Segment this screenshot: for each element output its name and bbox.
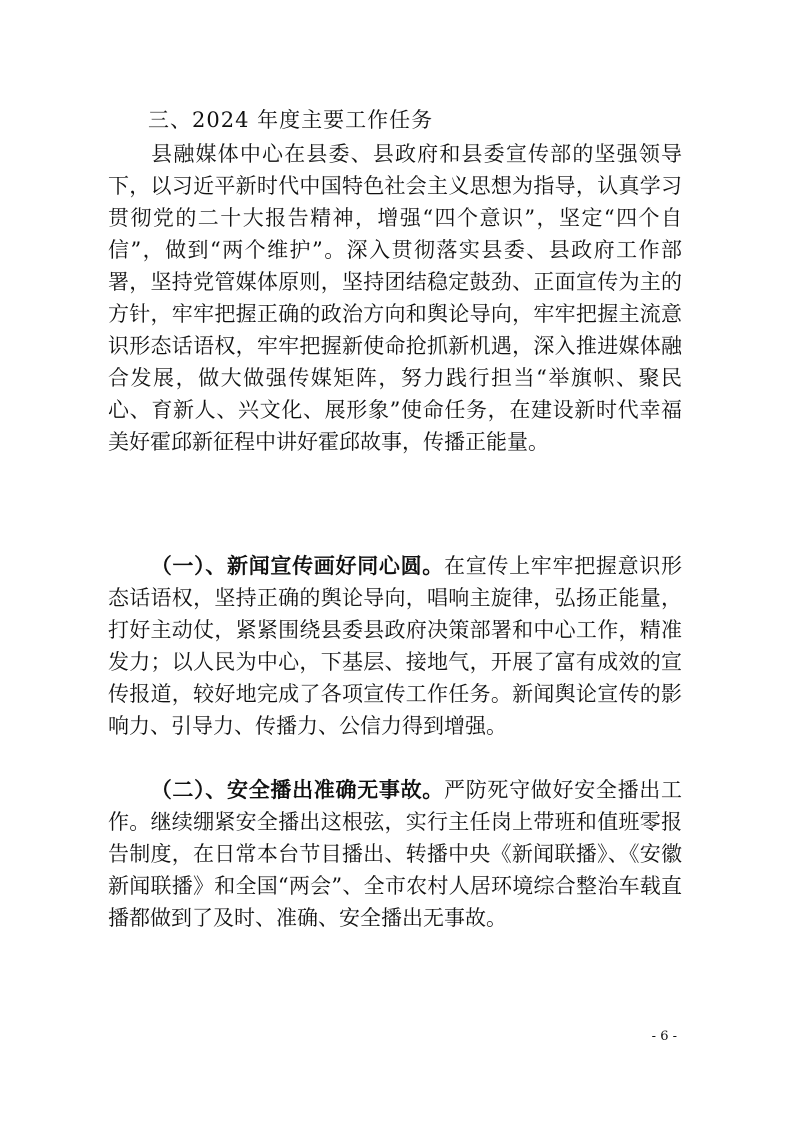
paragraph-safe-broadcast-lead: （二）、安全播出准确无事故。 xyxy=(150,777,444,802)
paragraph-intro xyxy=(108,138,682,458)
paragraph-news-publicity-text: 在宣传上牢牢把握意识形态话语权，坚持正确的舆论导向，唱响主旋律，弘扬正能量，打好主动仗，紧紧围绕县委县政府决策部署和中心工作，精准发力；以人民为中心，下基层、接地气，开展了富有成效的宣传报道，较好地完成了各项宣传工作任务。新闻舆论宣传的影响力、引导力、传播力、公信力得到增强。 xyxy=(108,554,682,738)
paragraph-intro-text: 县融媒体中心在县委、县政府和县委宣传部的坚强领导下，以习近平新时代中国特色社会主义思想为指导，认真学习贯彻党的二十大报告精神，增强“四个意识”，坚定“四个自信”，做到“两个维护”。深入贯彻落实县委、县政府工作部署，坚持党管媒体原则，坚持团结稳定鼓劲、正面宣传为主的方针，牢牢把握正确的政治方向和舆论导向，牢牢把握主流意识形态话语权，牢牢把握新使命抢抓新机遇，深入推进媒体融合发展，做大做强传媒矩阵，努力践行担当“举旗帜、聚民心、育新人、兴文化、展形象”使命任务，在建设新时代幸福美好霍邱新征程中讲好霍邱故事，传播正能量。 xyxy=(108,142,682,454)
page-number: - 6 - xyxy=(651,1029,677,1044)
paragraph-safe-broadcast xyxy=(108,774,682,934)
paragraph-news-publicity-lead: （一）、新闻宣传画好同心圆。 xyxy=(150,553,444,578)
paragraph-safe-broadcast-text: 严防死守做好安全播出工作。继续绷紧安全播出这根弦，实行主任岗上带班和值班零报告制度，在日常本台节目播出、转播中央《新闻联播》、《安徽新闻联播》和全国“两会”、全市农村人居环境综合整治车载直播都做到了及时、准确、安全播出无事故。 xyxy=(108,778,682,930)
paragraph-news-publicity xyxy=(108,550,682,742)
section-heading: 三、2024 年度主要工作任务 xyxy=(148,108,434,132)
